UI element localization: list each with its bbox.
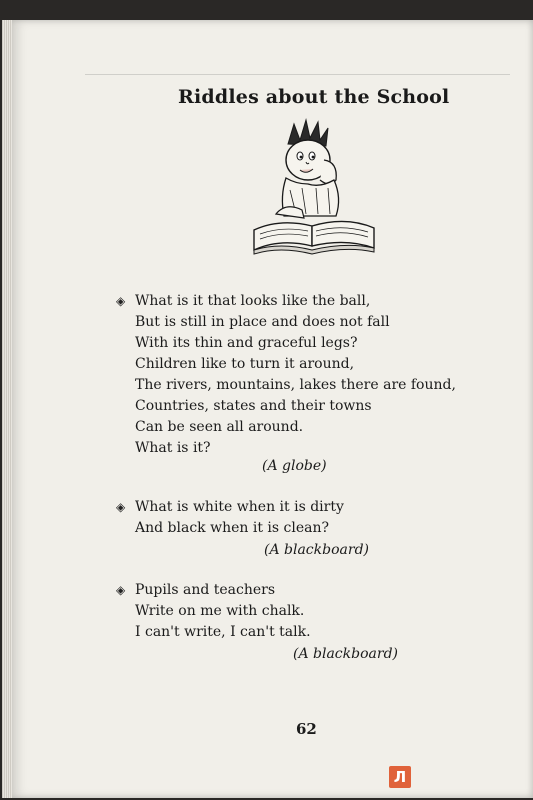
riddle-line: Write on me with chalk. (135, 603, 305, 619)
riddle-answer: (A blackboard) (264, 542, 369, 558)
riddle-line: Can be seen all around. (135, 419, 304, 435)
riddle-globe (116, 291, 456, 459)
riddle-line: Countries, states and their towns (135, 398, 372, 414)
bleed-through-rule (85, 74, 510, 75)
riddle-blackboard-1 (116, 497, 344, 539)
page-edges (2, 20, 12, 798)
watermark-logo: Л (389, 766, 411, 788)
page-title: Riddles about the School (178, 86, 450, 108)
riddle-line: With its thin and graceful legs? (135, 335, 358, 351)
riddle-line: But is still in place and does not fall (135, 314, 390, 330)
riddle-blackboard-2 (116, 580, 311, 643)
riddle-line: And black when it is clean? (135, 520, 329, 536)
boy-reading-illustration (250, 118, 390, 258)
riddle-line: Children like to turn it around, (135, 356, 355, 372)
riddle-answer: (A blackboard) (293, 646, 398, 662)
diamond-bullet-icon: ◈ (116, 500, 126, 514)
diamond-bullet-icon: ◈ (116, 583, 126, 597)
riddle-line: ◈ What is white when it is dirty (116, 497, 344, 518)
riddle-line: ◈ Pupils and teachers (116, 580, 311, 601)
riddle-line: What is it? (135, 440, 211, 456)
page-number: 62 (296, 720, 317, 738)
riddle-answer: (A globe) (262, 458, 327, 474)
riddle-line: ◈ What is it that looks like the ball, (116, 291, 456, 312)
riddle-line: The rivers, mountains, lakes there are found, (135, 377, 456, 393)
diamond-bullet-icon: ◈ (116, 294, 126, 308)
riddle-line: I can't write, I can't talk. (135, 624, 311, 640)
